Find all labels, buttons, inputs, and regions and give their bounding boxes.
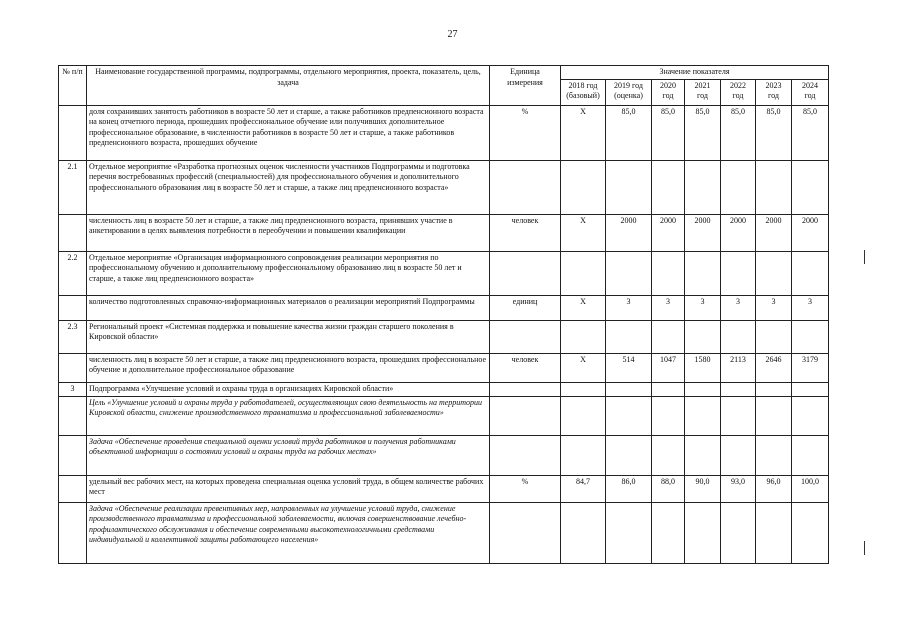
row-value: [685, 502, 721, 563]
row-value: Х: [561, 295, 606, 320]
row-num: [59, 353, 87, 382]
table-row: [59, 214, 829, 251]
header-year-note: год: [662, 90, 674, 100]
row-value: Х: [561, 214, 606, 251]
table-row: [59, 502, 829, 563]
row-unit: человек: [490, 353, 561, 382]
row-value: 3: [756, 295, 792, 320]
row-value: [561, 502, 606, 563]
row-value: [606, 382, 652, 396]
header-year-note: год: [804, 90, 816, 100]
row-num: [59, 396, 87, 435]
row-unit: %: [490, 475, 561, 502]
header-year-note: год: [732, 90, 744, 100]
row-num: [59, 475, 87, 502]
row-name: численность лиц в возрасте 50 лет и старше, а также лиц предпенсионного возраста, прошедших профессиональное обучение и дополнительное профессиональное образование: [87, 353, 490, 382]
row-value: [652, 502, 685, 563]
row-value: 2000: [756, 214, 792, 251]
row-name: Цель «Улучшение условий и охраны труда у работодателей, осуществляющих свою деятельность на территории Кировской области, снижение производственного травматизма и профессиональной заболеваемости»: [87, 396, 490, 435]
row-value: 2000: [606, 214, 652, 251]
row-value: 2000: [721, 214, 756, 251]
row-value: 3: [721, 295, 756, 320]
row-value: 85,0: [792, 105, 829, 160]
row-value: 2000: [652, 214, 685, 251]
row-name: численность лиц в возрасте 50 лет и старше, а также лиц предпенсионного возраста, принявших участие в анкетировании в целях выявления потребности в переобучении и повышении квалификации: [87, 214, 490, 251]
header-year-note: (базовый): [566, 90, 600, 100]
row-value: [685, 382, 721, 396]
row-num: [59, 435, 87, 475]
table-row: [59, 105, 829, 160]
row-value: [606, 435, 652, 475]
header-year-label: 2022: [730, 80, 746, 90]
row-num: [59, 295, 87, 320]
row-unit: [490, 435, 561, 475]
row-value: Х: [561, 353, 606, 382]
row-name: Отдельное мероприятие «Разработка прогнозных оценок численности участников Подпрограммы и подготовка перечня востребованных профессий (специальностей) для профессионального обучения и дополнительного профессионального образования лиц в возрасте 50 лет и старше, а также лиц предпенсионного возраста»: [87, 160, 490, 214]
row-value: [756, 382, 792, 396]
header-year-note: год: [697, 90, 708, 100]
header-year-label: 2019 год: [614, 80, 643, 90]
row-value: [721, 382, 756, 396]
row-value: 85,0: [652, 105, 685, 160]
header-values-group: Значение показателя: [561, 66, 829, 80]
header-year: [792, 79, 829, 105]
row-value: 93,0: [721, 475, 756, 502]
row-value: [792, 320, 829, 353]
table-row: [59, 435, 829, 475]
row-num: 2.2: [59, 251, 87, 295]
row-value: [721, 160, 756, 214]
row-name: Задача «Обеспечение реализации превентивных мер, направленных на улучшение условий труда, снижение производственного травматизма и профессиональной заболеваемости, включая совершенствование лечебно-профилактического обслуживания и обеспечение современными высокотехнологичными средствами индивидуальной и коллективной защиты работающего населения»: [87, 502, 490, 563]
row-num: 2.1: [59, 160, 87, 214]
row-value: [756, 435, 792, 475]
row-value: [561, 320, 606, 353]
row-value: [792, 251, 829, 295]
row-value: 88,0: [652, 475, 685, 502]
table-row: [59, 382, 829, 396]
row-name: Подпрограмма «Улучшение условий и охраны труда в организациях Кировской области»: [87, 382, 490, 396]
row-value: 85,0: [685, 105, 721, 160]
row-value: [756, 396, 792, 435]
table-row: [59, 160, 829, 214]
row-value: [561, 382, 606, 396]
table-row: [59, 475, 829, 502]
row-unit: [490, 502, 561, 563]
header-year-label: 2018 год: [568, 80, 598, 90]
row-value: [606, 396, 652, 435]
row-value: 2000: [685, 214, 721, 251]
row-value: [685, 320, 721, 353]
row-value: [652, 396, 685, 435]
row-value: 84,7: [561, 475, 606, 502]
margin-mark: [864, 541, 865, 555]
row-name: удельный вес рабочих мест, на которых проведена специальная оценка условий труда, в общем количестве рабочих мест: [87, 475, 490, 502]
table-row: [59, 320, 829, 353]
row-name: Задача «Обеспечение проведения специальной оценки условий труда работников и получения работниками объективной информации о состоянии условий и охраны труда на рабочих местах»: [87, 435, 490, 475]
row-value: 85,0: [606, 105, 652, 160]
row-value: 86,0: [606, 475, 652, 502]
row-value: 2113: [721, 353, 756, 382]
row-value: 3: [792, 295, 829, 320]
header-year-note: год: [768, 90, 779, 100]
row-value: [721, 320, 756, 353]
table-row: [59, 251, 829, 295]
row-unit: %: [490, 105, 561, 160]
row-value: [606, 251, 652, 295]
row-unit: [490, 160, 561, 214]
row-value: [721, 502, 756, 563]
row-unit: человек: [490, 214, 561, 251]
table-row: [59, 295, 829, 320]
indicators-table: [58, 65, 829, 564]
margin-mark: [864, 250, 865, 264]
row-value: 85,0: [756, 105, 792, 160]
row-value: 90,0: [685, 475, 721, 502]
row-value: Х: [561, 105, 606, 160]
table-row: [59, 353, 829, 382]
page-number: 27: [447, 29, 458, 40]
header-year: [652, 79, 685, 105]
row-value: 2000: [792, 214, 829, 251]
row-name: Отдельное мероприятие «Организация информационного сопровождения реализации мероприятия по профессиональному обучению и дополнительному профессиональному образованию лиц в возрасте 50 лет и старше, а также лиц предпенсионного возраста»: [87, 251, 490, 295]
header-year: [685, 79, 721, 105]
row-value: [792, 160, 829, 214]
row-value: [721, 251, 756, 295]
row-value: [652, 251, 685, 295]
table-row: [59, 396, 829, 435]
row-value: [652, 435, 685, 475]
row-value: [792, 435, 829, 475]
row-value: 1580: [685, 353, 721, 382]
header-year-label: 2024: [802, 80, 818, 90]
row-value: [721, 396, 756, 435]
row-value: 3: [685, 295, 721, 320]
row-value: [652, 382, 685, 396]
row-value: [561, 251, 606, 295]
row-value: 2646: [756, 353, 792, 382]
row-value: [756, 251, 792, 295]
row-unit: единиц: [490, 295, 561, 320]
row-name: Региональный проект «Системная поддержка и повышение качества жизни граждан старшего поколения в Кировской области»: [87, 320, 490, 353]
row-name: доля сохранивших занятость работников в возрасте 50 лет и старше, а также работников предпенсионного возраста на конец отчетного периода, прошедших профессиональное обучение или получивших дополнительное профессиональное образование, в численности работников в возрасте 50 лет и старше, а также работников предпенсионного возраста, прошедших обучение: [87, 105, 490, 160]
header-num: № п/п: [59, 66, 87, 106]
row-value: [561, 396, 606, 435]
row-value: 100,0: [792, 475, 829, 502]
header-year: [721, 79, 756, 105]
row-num: [59, 214, 87, 251]
row-value: 3: [606, 295, 652, 320]
row-value: [792, 502, 829, 563]
header-year: [561, 79, 606, 105]
row-value: [685, 160, 721, 214]
row-value: [685, 251, 721, 295]
row-value: [561, 160, 606, 214]
row-value: [685, 435, 721, 475]
row-value: [561, 435, 606, 475]
header-year: [756, 79, 792, 105]
row-value: [606, 160, 652, 214]
row-value: 514: [606, 353, 652, 382]
header-year: [606, 79, 652, 105]
row-value: 96,0: [756, 475, 792, 502]
row-num: [59, 502, 87, 563]
row-value: [756, 160, 792, 214]
row-value: 1047: [652, 353, 685, 382]
row-value: [652, 320, 685, 353]
row-value: [606, 320, 652, 353]
row-value: [606, 502, 652, 563]
header-year-label: 2020: [660, 80, 676, 90]
row-value: [756, 320, 792, 353]
row-value: [721, 435, 756, 475]
row-value: 85,0: [721, 105, 756, 160]
header-unit: Единица измерения: [490, 66, 561, 106]
row-unit: [490, 320, 561, 353]
row-num: [59, 105, 87, 160]
row-unit: [490, 382, 561, 396]
row-value: [792, 396, 829, 435]
header-year-label: 2023: [765, 80, 782, 90]
row-value: 3: [652, 295, 685, 320]
row-value: [652, 160, 685, 214]
row-unit: [490, 396, 561, 435]
row-num: 2.3: [59, 320, 87, 353]
row-value: [685, 396, 721, 435]
row-name: количество подготовленных справочно-информационных материалов о реализации мероприятий Подпрограммы: [87, 295, 490, 320]
row-value: 3179: [792, 353, 829, 382]
header-year-note: (оценка): [614, 90, 643, 100]
row-unit: [490, 251, 561, 295]
header-year-label: 2021: [694, 80, 711, 90]
row-value: [756, 502, 792, 563]
header-name: Наименование государственной программы, подпрограммы, отдельного мероприятия, проекта, показатель, цель, задача: [87, 66, 490, 106]
row-num: 3: [59, 382, 87, 396]
row-value: [792, 382, 829, 396]
